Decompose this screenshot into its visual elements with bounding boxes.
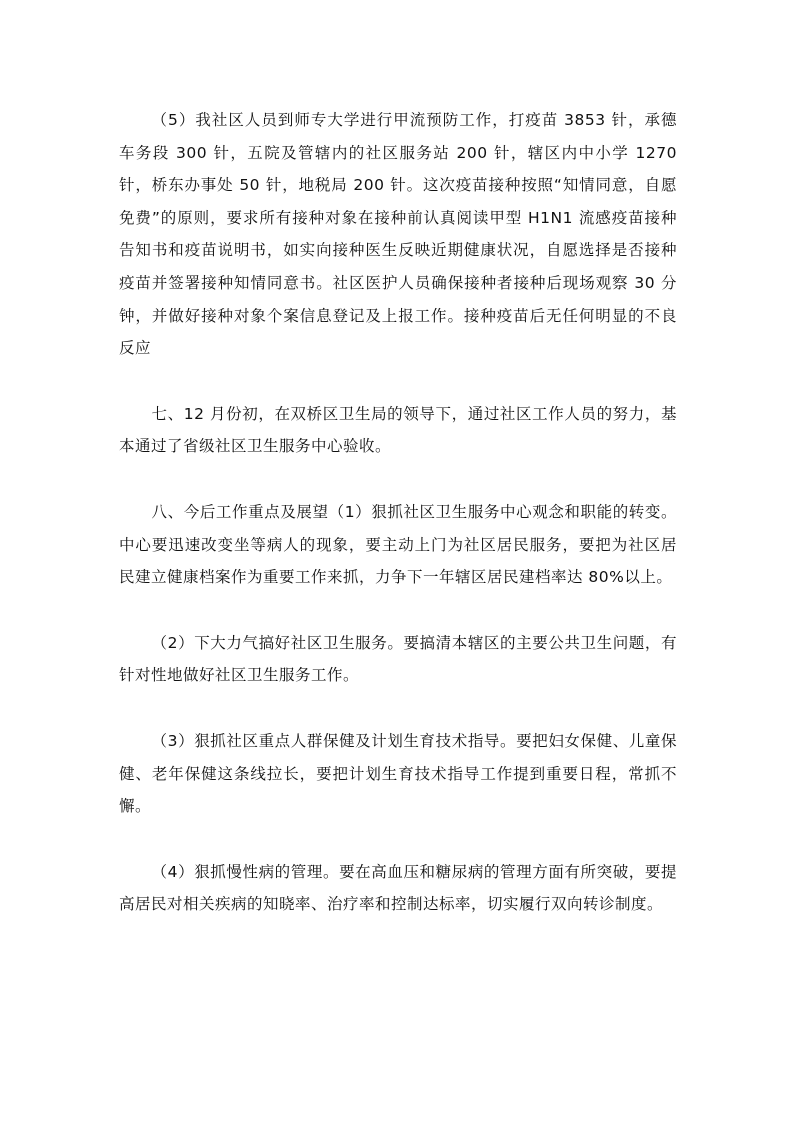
- paragraph-section-seven: 七、12 月份初，在双桥区卫生局的领导下，通过社区工作人员的努力，基本通过了省级社区卫生服务中心验收。: [119, 404, 677, 456]
- document-body: [119, 104, 677, 921]
- paragraph-section-eight: 八、今后工作重点及展望（1）狠抓社区卫生服务中心观念和职能的转变。中心要迅速改变坐等病人的现象，要主动上门为社区居民服务，要把为社区居民建立健康档案作为重要工作来抓，力争下一年辖区居民建档率达 80%以上。: [119, 502, 677, 587]
- paragraph-item-2: （2）下大力气搞好社区卫生服务。要搞清本辖区的主要公共卫生问题，有针对性地做好社区卫生服务工作。: [119, 633, 677, 685]
- paragraph-item-3: （3）狠抓社区重点人群保健及计划生育技术指导。要把妇女保健、儿童保健、老年保健这条线拉长，要把计划生育技术指导工作提到重要日程，常抓不懈。: [119, 731, 677, 816]
- paragraph-item-4: （4）狠抓慢性病的管理。要在高血压和糖尿病的管理方面有所突破，要提高居民对相关疾病的知晓率、治疗率和控制达标率，切实履行双向转诊制度。: [119, 862, 677, 914]
- paragraph-vaccination-work: （5）我社区人员到师专大学进行甲流预防工作，打疫苗 3853 针，承德车务段 300 针，五院及管辖内的社区服务站 200 针，辖区内中小学 1270 针，桥东办事处 50 针，地税局 200 针。这次疫苗接种按照“知情同意，自愿免费”的原则，要求所有接种对象在接种前认真阅读甲型 H1N1 流感疫苗接种告知书和疫苗说明书，如实向接种医生反映近期健康状况，自愿选择是否接种疫苗并签署接种知情同意书。社区医护人员确保接种者接种后现场观察 30 分钟，并做好接种对象个案信息登记及上报工作。接种疫苗后无任何明显的不良反应: [119, 111, 677, 358]
